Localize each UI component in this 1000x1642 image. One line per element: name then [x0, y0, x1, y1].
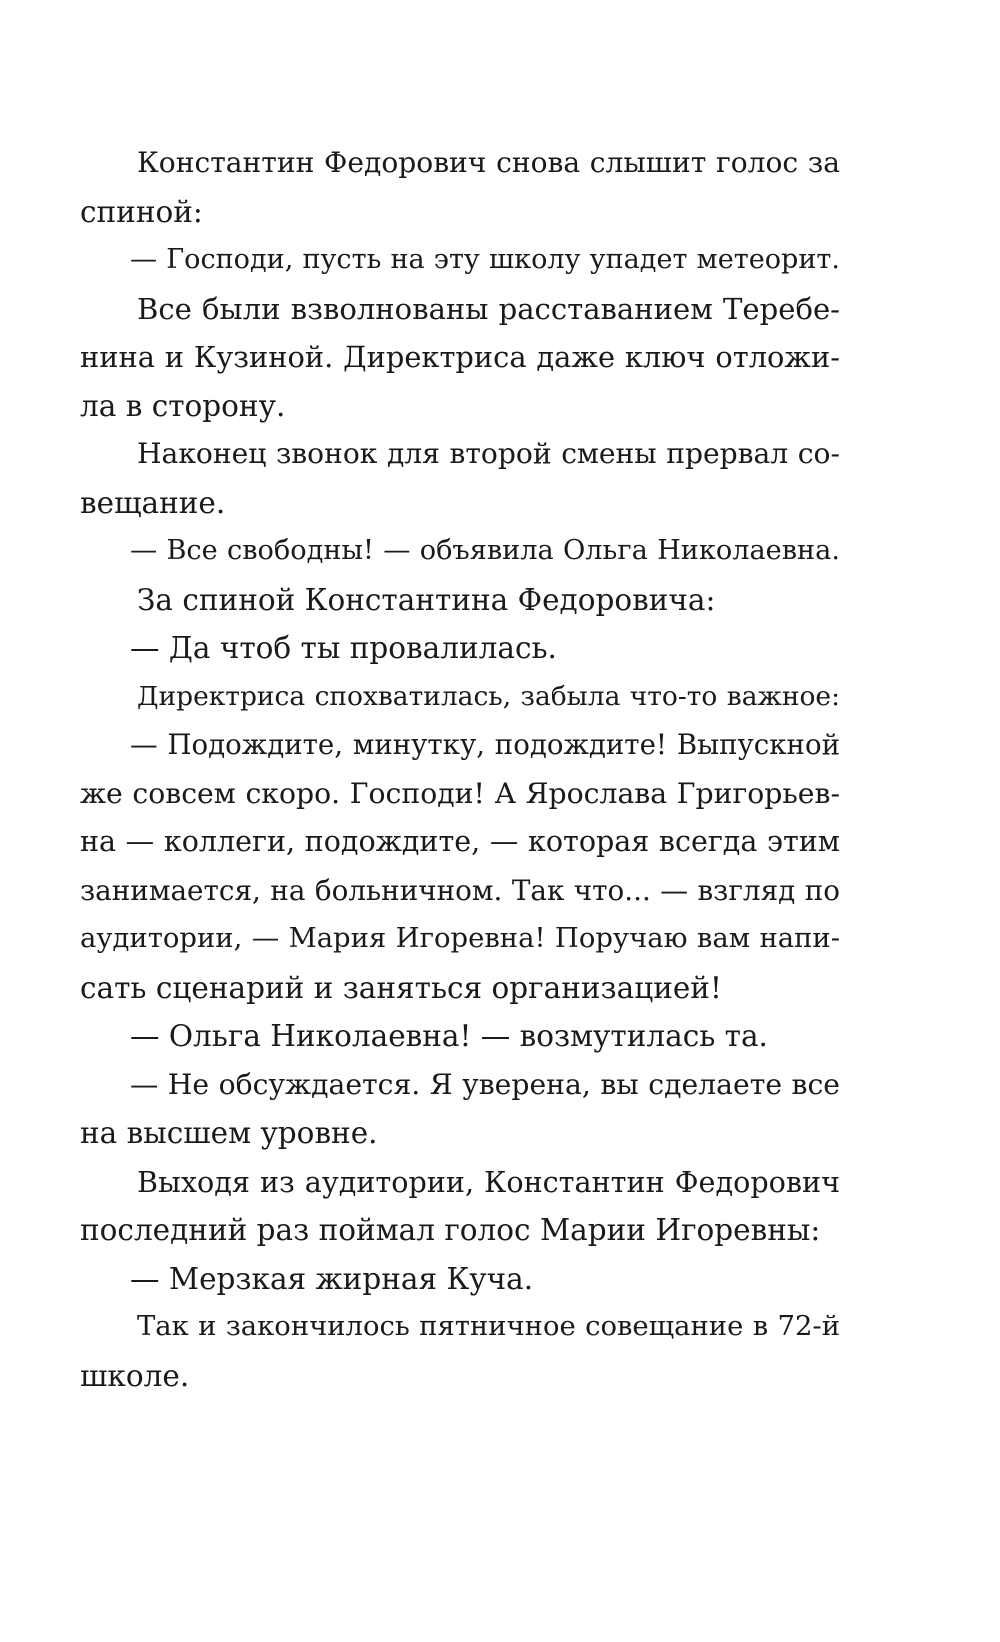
text-line: — Мерзкая жирная Куча.	[130, 1261, 534, 1296]
page-text	[80, 139, 840, 1400]
text-line: Все были взволнованы расставанием Теребе-	[137, 291, 840, 326]
text-line: последний раз поймал голос Марии Игоревны:	[80, 1213, 821, 1247]
text-line: — Подождите, минутку, подождите! Выпускной	[130, 728, 840, 761]
text-line: Так и закончилось пятничное совещание в 72-й	[137, 1311, 840, 1342]
text-line: — Господи, пусть на эту школу упадет метеорит.	[130, 244, 840, 275]
text-line: — Все свободны! — объявила Ольга Николаевна.	[130, 535, 840, 566]
text-line: — Да чтоб ты провалилась.	[130, 631, 557, 665]
text-line: Наконец звонок для второй смены прервал со-	[137, 437, 840, 470]
text-line: Константин Федорович снова слышит голос за	[137, 146, 840, 179]
text-line: — Не обсуждается. Я уверена, вы сделаете все	[130, 1067, 840, 1101]
text-line: школе.	[80, 1358, 190, 1393]
text-line: вещание.	[80, 485, 226, 520]
text-line: ла в сторону.	[80, 388, 286, 423]
text-line: За спиной Константина Федоровича:	[137, 582, 716, 617]
text-line: же совсем скоро. Господи! А Ярослава Григорьев-	[80, 776, 840, 810]
text-line: занимается, на больничном. Так что... — взгляд по	[80, 873, 840, 907]
text-line: нина и Кузиной. Директриса даже ключ отложи-	[80, 340, 840, 374]
text-line: спиной:	[80, 194, 203, 229]
text-line: на — коллеги, подождите, — которая всегда этим	[80, 825, 840, 858]
text-line: — Ольга Николаевна! — возмутилась та.	[130, 1019, 768, 1053]
text-line: сать сценарий и заняться организацией!	[80, 970, 722, 1005]
text-line: Выходя из аудитории, Константин Федорович	[137, 1164, 840, 1199]
text-line: Директриса спохватилась, забыла что-то важное:	[137, 680, 840, 712]
text-line: на высшем уровне.	[80, 1116, 378, 1150]
text-line: аудитории, — Мария Игоревна! Поручаю вам напи-	[80, 923, 840, 954]
